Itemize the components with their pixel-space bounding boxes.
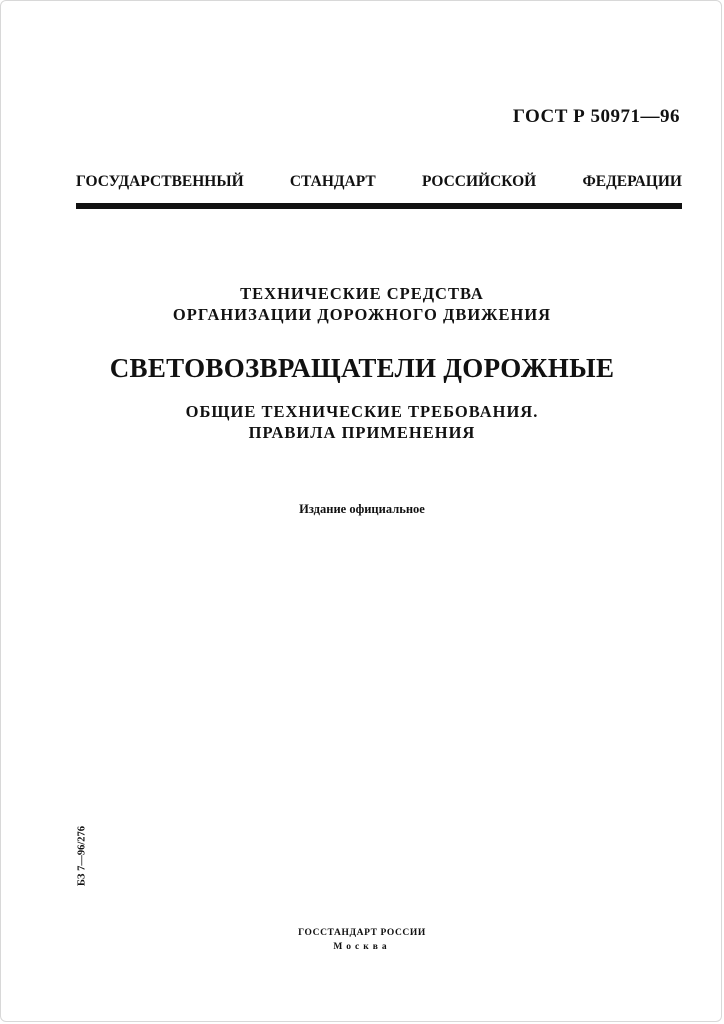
category-heading bbox=[0, 283, 724, 325]
category-line-1: ТЕХНИЧЕСКИЕ СРЕДСТВА bbox=[240, 284, 484, 303]
category-line-2: ОРГАНИЗАЦИИ ДОРОЖНОГО ДВИЖЕНИЯ bbox=[172, 305, 552, 324]
edition-note: Издание официальное bbox=[299, 502, 425, 516]
side-registration-code: БЗ 7—96/276 bbox=[76, 825, 88, 887]
standard-designation: ГОСТ Р 50971—96 bbox=[512, 106, 680, 127]
publisher-block bbox=[0, 926, 724, 954]
subtitle-line-2: ПРАВИЛА ПРИМЕНЕНИЯ bbox=[248, 423, 476, 442]
state-line-word-1: ГОСУДАРСТВЕННЫЙ bbox=[76, 173, 244, 190]
publisher-city: Москва bbox=[333, 942, 391, 952]
document-title: СВЕТОВОЗВРАЩАТЕЛИ ДОРОЖНЫЕ bbox=[109, 353, 615, 383]
state-standard-line bbox=[76, 173, 682, 191]
state-line-word-4: ФЕДЕРАЦИИ bbox=[582, 173, 682, 190]
header-rule bbox=[76, 203, 682, 209]
state-line-word-3: РОССИЙСКОЙ bbox=[421, 173, 537, 190]
publisher-name: ГОССТАНДАРТ РОССИИ bbox=[298, 928, 426, 938]
document-subtitle bbox=[0, 401, 724, 443]
state-line-word-2: СТАНДАРТ bbox=[289, 173, 376, 190]
subtitle-line-1: ОБЩИЕ ТЕХНИЧЕСКИЕ ТРЕБОВАНИЯ. bbox=[185, 402, 539, 421]
